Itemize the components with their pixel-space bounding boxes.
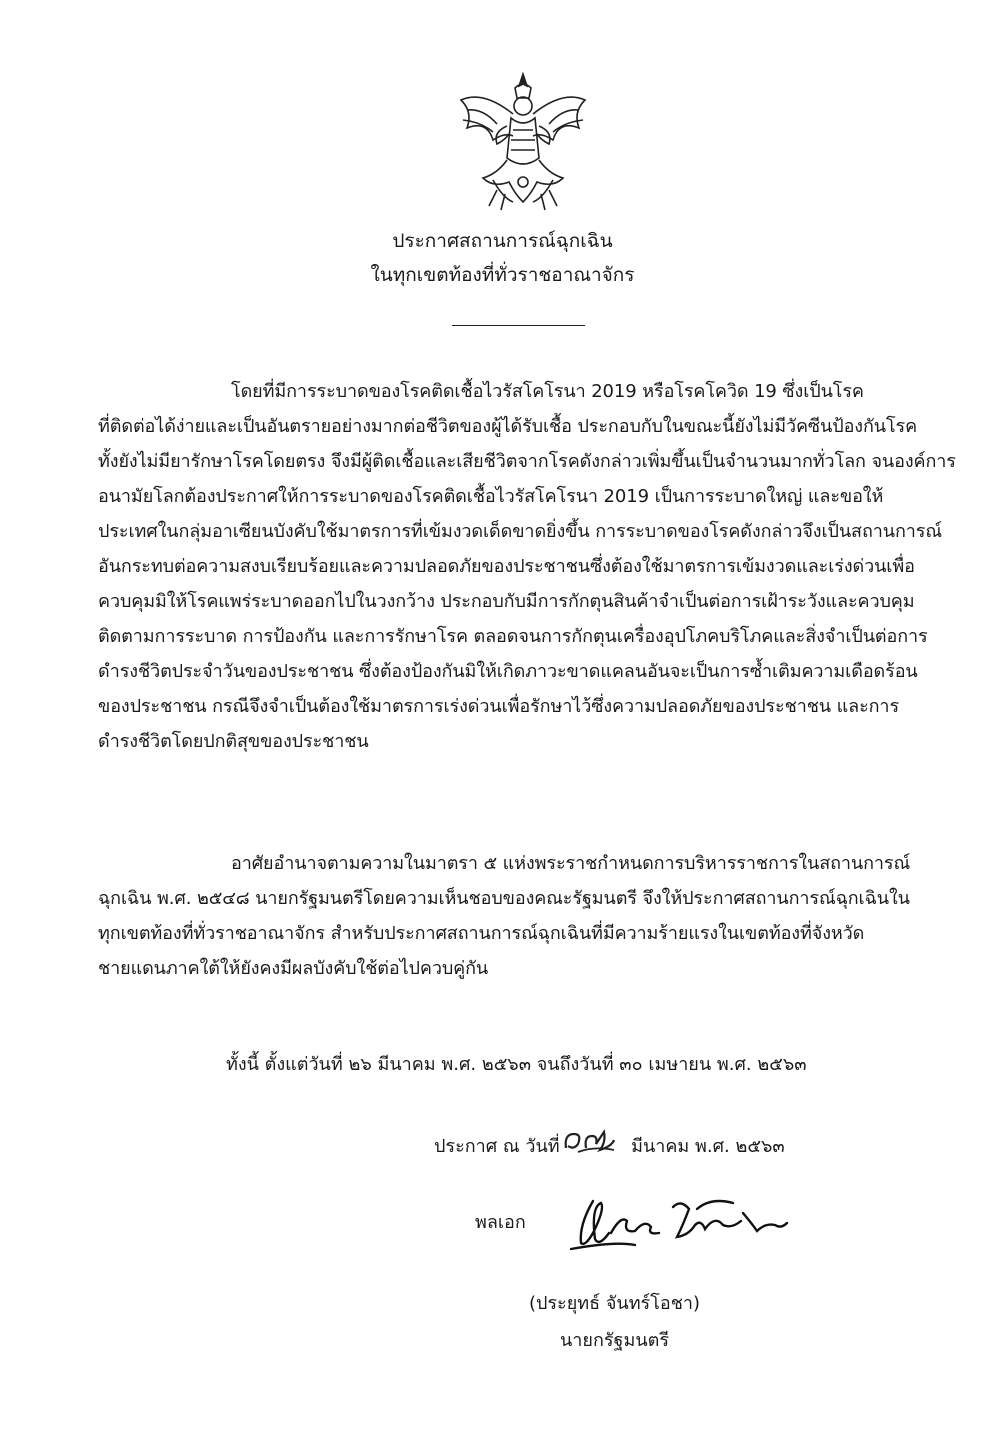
effective-period: ทั้งนี้ ตั้งแต่วันที่ ๒๖ มีนาคม พ.ศ. ๒๕๖๓ จนถึงวันที่ ๓๐ เมษายน พ.ศ. ๒๕๖๓ — [226, 1054, 807, 1075]
announced-prefix: ประกาศ ณ วันที่ — [434, 1136, 560, 1157]
text-line: ติดตามการระบาด การป้องกัน และการรักษาโรค ตลอดจนการกักตุนเครื่องอุปโภคบริโภคและสิ่งจำเป็นต่อการ — [98, 626, 928, 647]
text-line: ที่ติดต่อได้ง่ายและเป็นอันตรายอย่างมากต่อชีวิตของผู้ได้รับเชื้อ ประกอบกับในขณะนี้ยังไม่มีวัคซีนป้องกันโรค — [98, 416, 918, 437]
text-line: อนามัยโลกต้องประกาศให้การระบาดของโรคติดเชื้อไวรัสโคโรนา 2019 เป็นการระบาดใหญ่ และขอให้ — [98, 486, 884, 507]
text-line: ดำรงชีวิตโดยปกติสุขของประชาชน — [98, 731, 369, 752]
text-line: ทั้งยังไม่มียารักษาโรคโดยตรง จึงมีผู้ติดเชื้อและเสียชีวิตจากโรคดังกล่าวเพิ่มขึ้นเป็นจำนวนมากทั่วโลก จนองค์การ — [98, 451, 956, 472]
title-divider — [452, 325, 585, 326]
announcement-title: ประกาศสถานการณ์ฉุกเฉิน — [392, 230, 613, 252]
text-line: อาศัยอำนาจตามความในมาตรา ๕ แห่งพระราชกำหนดการบริหารราชการในสถานการณ์ — [231, 853, 911, 874]
text-line: ทุกเขตท้องที่ทั่วราชอาณาจักร สำหรับประกาศสถานการณ์ฉุกเฉินที่มีความร้ายแรงในเขตท้องที่จังหวัด — [98, 923, 865, 944]
text-line: โดยที่มีการระบาดของโรคติดเชื้อไวรัสโคโรนา 2019 หรือโรคโควิด 19 ซึ่งเป็นโรค — [231, 381, 864, 402]
text-line: ฉุกเฉิน พ.ศ. ๒๕๔๘ นายกรัฐมนตรีโดยความเห็นชอบของคณะรัฐมนตรี จึงให้ประกาศสถานการณ์ฉุกเฉินใน — [98, 888, 910, 909]
handwritten-day — [560, 1126, 616, 1156]
announcement-subtitle: ในทุกเขตท้องที่ทั่วราชอาณาจักร — [370, 264, 635, 286]
text-line: ดำรงชีวิตประจำวันของประชาชน ซึ่งต้องป้องกันมิให้เกิดภาวะขาดแคลนอันจะเป็นการซ้ำเติมความเดือดร้อน — [98, 661, 918, 682]
handwritten-signature — [565, 1185, 790, 1265]
signer-rank: พลเอก — [475, 1212, 526, 1233]
text-line: ประเทศในกลุ่มอาเซียนบังคับใช้มาตรการที่เข้มงวดเด็ดขาดยิ่งขึ้น การระบาดของโรคดังกล่าวจึงเป็นสถานการณ์ — [98, 521, 942, 542]
text-line: ของประชาชน กรณีจึงจำเป็นต้องใช้มาตรการเร่งด่วนเพื่อรักษาไว้ซึ่งความปลอดภัยของประชาชน และการ — [98, 696, 900, 717]
text-line: อันกระทบต่อความสงบเรียบร้อยและความปลอดภัยของประชาชนซึ่งต้องใช้มาตรการเข้มงวดและเร่งด่วนเพื่อ — [98, 556, 915, 577]
signer-name: (ประยุทธ์ จันทร์โอชา) — [528, 1293, 701, 1314]
text-line: ชายแดนภาคใต้ให้ยังคงมีผลบังคับใช้ต่อไปควบคู่กัน — [98, 958, 489, 979]
signer-title: นายกรัฐมนตรี — [560, 1330, 669, 1351]
paragraph-preamble — [98, 374, 956, 759]
garuda-emblem-icon — [453, 70, 593, 215]
announced-suffix: มีนาคม พ.ศ. ๒๕๖๓ — [631, 1136, 785, 1157]
paragraph-authority — [98, 846, 938, 986]
text-line: ควบคุมมิให้โรคแพร่ระบาดออกไปในวงกว้าง ประกอบกับมีการกักตุนสินค้าจำเป็นต่อการเฝ้าระวังและควบคุม — [98, 591, 915, 612]
